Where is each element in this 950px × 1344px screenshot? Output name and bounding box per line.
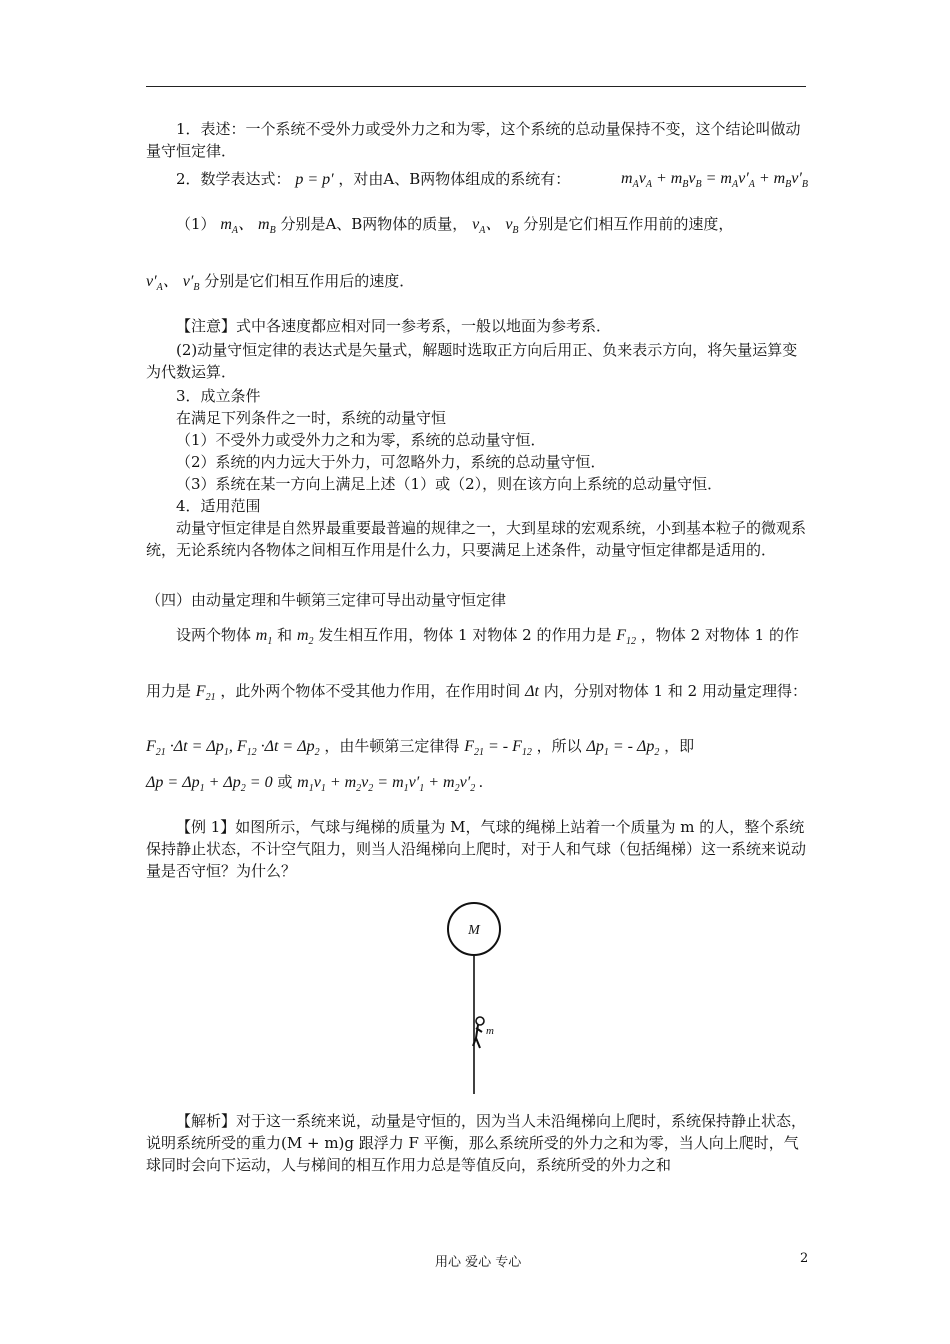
condition-3: （3）系统在某一方向上满足上述（1）或（2），则在该方向上系统的总动量守恒． bbox=[176, 475, 723, 494]
formula-p-equals-p-prime: p = p′ bbox=[295, 171, 334, 188]
footer-text: 用心 爱心 专心 bbox=[435, 1255, 522, 1270]
balloon-label: M bbox=[468, 923, 480, 939]
formula-initial-velocities: $v_A$、 $v_B$ bbox=[472, 216, 519, 237]
formula-m1: $m_1$ bbox=[255, 627, 273, 648]
page-number: 2 bbox=[800, 1251, 809, 1266]
formula-impulse: $F_{21} \cdot\Delta t = \Delta p_1$, $F_{12} \cdot\Delta t = \Delta p_2$ bbox=[146, 737, 320, 758]
formula-total-momentum: $\Delta p = \Delta p_1 + \Delta p_2 = 0$ bbox=[146, 773, 273, 795]
solution-paragraph: 【解析】对于这一系统来说，动量是守恒的，因为当人未沿绳梯向上爬时，系统保持静止状态，说明系统所受的重力(M + m)g 跟浮力 F 平衡，那么系统所受的外力之和为零，当人向上爬时，气球同时会向下运动，人与梯间的相互作用力总是等值反向，系统所受的外力之和 bbox=[146, 1112, 807, 1175]
formula-m2: $m_2$ bbox=[296, 627, 314, 648]
person-label: m bbox=[486, 1025, 494, 1038]
condition-heading: 3．成立条件 bbox=[176, 387, 261, 406]
note-paragraph: 【注意】式中各速度都应相对同一参考系，一般以地面为参考系． bbox=[176, 317, 612, 336]
vector-paragraph: (2)动量守恒定律的表达式是矢量式，解题时选取正方向后用正、负来表示方向，将矢量运算变为代数运算． bbox=[146, 341, 798, 382]
scope-heading: 4．适用范围 bbox=[176, 497, 261, 516]
variables-paragraph: （1） $m_A$、 $m_B$ 分别是A、B两物体的质量， $v_A$、 $v_B$ 分别是它们相互作用前的速度， bbox=[176, 215, 734, 237]
formula-third-law: $F_{21}$ = - $F_{12}$ bbox=[464, 737, 532, 758]
formula-f12: $F_{12}$ bbox=[616, 627, 637, 648]
condition-1: （1）不受外力或受外力之和为零，系统的总动量守恒． bbox=[176, 431, 546, 450]
example-1-paragraph: 【例 1】如图所示，气球与绳梯的质量为 M，气球的绳梯上站着一个质量为 m 的人，整个系统保持静止状态，不计空气阻力，则当人沿绳梯向上爬时，对于人和气球（包括绳梯）这一系统来说动量是否守恒？为什么？ bbox=[146, 818, 807, 881]
condition-2: （2）系统的内力远大于外力，可忽略外力，系统的总动量守恒． bbox=[176, 453, 606, 472]
formula-delta-p-relation: $\Delta p_1$ = - $\Delta p_2$ bbox=[586, 737, 660, 758]
scope-paragraph: 动量守恒定律是自然界最重要最普遍的规律之一，大到星球的宏观系统，小到基本粒子的微观系统，无论系统内各物体之间相互作用是什么力，只要满足上述条件，动量守恒定律都是适用的． bbox=[146, 519, 807, 560]
formula-conservation-ab: $m_Av_A + m_Bv_B = m_Av'_A + m_Bv'_B$ bbox=[621, 170, 808, 191]
derivation-paragraph: 设两个物体 $m_1$ 和 $m_2$ 发生相互作用，物体 1 对物体 2 的作用力是 $F_{12}$ ，物体 2 对物体 1 的作用力是 $F_{21}$ ，此外两个物体不受其他力作用，在作用时间 Δt 内，分别对物体 1 和 2 用动量定理得： $F_{21} \cdot\Delta t = \Delta p_1$, $F_{12} \cdot\Delta t = \Delta p_2$ ，由牛顿第三定律得 $F_{21}$ = - $F_{12}$ ，所以 $\Delta p_1$ = - $\Delta p_2$ ，即 bbox=[146, 626, 807, 758]
formula-f21: $F_{21}$ bbox=[195, 682, 216, 703]
formula-m1v1-m2v2: $m_1v_1 + m_2v_2 = m_1v'_1 + m_2v'_2$ . bbox=[297, 773, 484, 795]
balloon-figure bbox=[438, 896, 508, 1096]
derivation-result: $\Delta p = \Delta p_1 + \Delta p_2 = 0$ 或 $m_1v_1 + m_2v_2 = m_1v'_1 + m_2v'_2$ . bbox=[146, 772, 484, 795]
formula-delta-t: Δt bbox=[525, 682, 539, 700]
statement-paragraph: 1．表述：一个系统不受外力或受外力之和为零，这个系统的总动量保持不变，这个结论叫做动量守恒定律． bbox=[146, 120, 801, 160]
formula-masses: $m_A$、 $m_B$ bbox=[220, 216, 276, 237]
expression-paragraph: 2．数学表达式： p = p′ ，对由A、B两物体组成的系统有： $m_Av_A + m_Bv_B = m_Av'_A + m_Bv'_B$ bbox=[146, 168, 808, 191]
condition-intro: 在满足下列条件之一时，系统的动量守恒 bbox=[176, 409, 447, 428]
document-body bbox=[146, 118, 808, 1176]
header-rule bbox=[146, 86, 806, 87]
final-velocities-paragraph: $v'_A$、 $v'_B$ 分别是它们相互作用后的速度． bbox=[146, 272, 415, 294]
section-4-heading: （四）由动量定理和牛顿第三定律可导出动量守恒定律 bbox=[146, 591, 507, 610]
formula-final-velocities: $v'_A$、 $v'_B$ bbox=[146, 273, 200, 294]
